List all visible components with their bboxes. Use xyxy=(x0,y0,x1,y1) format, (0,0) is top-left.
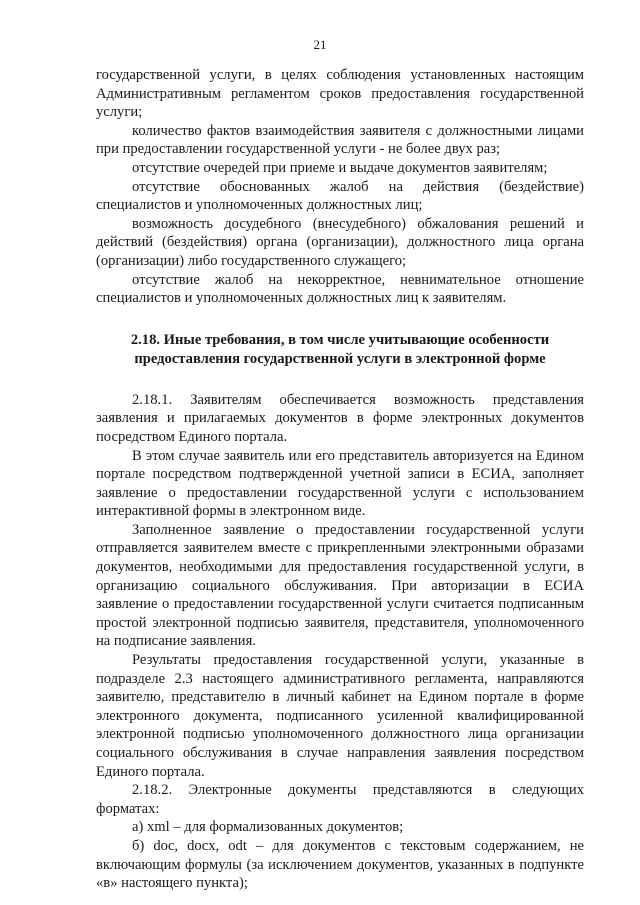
paragraph: отсутствие обоснованных жалоб на действия (бездействие) специалистов и уполномоченных должностных лиц; xyxy=(96,178,584,214)
list-item: б) doc, docx, odt – для документов с текстовым содержанием, не включающим формулы (за исключением документов, указанных в подпункте «в» настоящего пункта); xyxy=(96,837,584,892)
page-number: 21 xyxy=(313,37,327,52)
section-heading-line: 2.18. Иные требования, в том числе учитывающие особенности xyxy=(130,331,550,348)
paragraph: отсутствие жалоб на некорректное, невнимательное отношение специалистов и уполномоченных должностных лиц к заявителям. xyxy=(96,271,584,307)
section-heading xyxy=(96,331,584,369)
paragraph: государственной услуги, в целях соблюдения установленных настоящим Административным регламентом сроков предоставления государственной услуги; xyxy=(96,67,584,121)
paragraph: количество фактов взаимодействия заявителя с должностными лицами при предоставлении государственной услуги - не более двух раз; xyxy=(96,122,584,158)
paragraph: 2.18.2. Электронные документы представляются в следующих форматах: xyxy=(96,782,584,817)
paragraph: 2.18.1. Заявителям обеспечивается возможность представления заявления и прилагаемых документов в форме электронных документов посредством Единого портала. xyxy=(96,391,584,445)
paragraph: Результаты предоставления государственной услуги, указанные в подразделе 2.3 настоящего административного регламента, направляются заявителю, представителю в личный кабинет на Едином портале в форме электронного документа, подписанного усиленной квалифицированной электронной подписью уполномоченного должностного лица организации социального обслуживания в случае направления заявления посредством Единого портала. xyxy=(96,652,584,780)
list-item: а) xml – для формализованных документов; xyxy=(132,819,404,836)
section-heading-line: предоставления государственной услуги в электронной форме xyxy=(134,350,546,367)
paragraph: Заполненное заявление о предоставлении государственной услуги отправляется заявителем вместе с прикрепленными электронными образами документов, необходимыми для предоставления государственной услуги, в организацию социального обслуживания. При авторизации в ЕСИА заявление о предоставлении государственной услуги считается подписанным простой электронной подписью заявителя, представителя, уполномоченного на подписание заявления. xyxy=(96,521,584,650)
paragraph: отсутствие очередей при приеме и выдаче документов заявителям; xyxy=(132,159,548,176)
paragraph: В этом случае заявитель или его представитель авторизуется на Едином портале посредством подтвержденной учетной записи в ЕСИА, заполняет заявление о предоставлении государственной услуги с использованием интерактивной формы в электронном виде. xyxy=(96,447,584,520)
paragraph: возможность досудебного (внесудебного) обжалования решений и действий (бездействия) органа (организации), должностного лица органа (организации) либо государственного служащего; xyxy=(96,215,584,269)
document-body xyxy=(96,66,584,893)
